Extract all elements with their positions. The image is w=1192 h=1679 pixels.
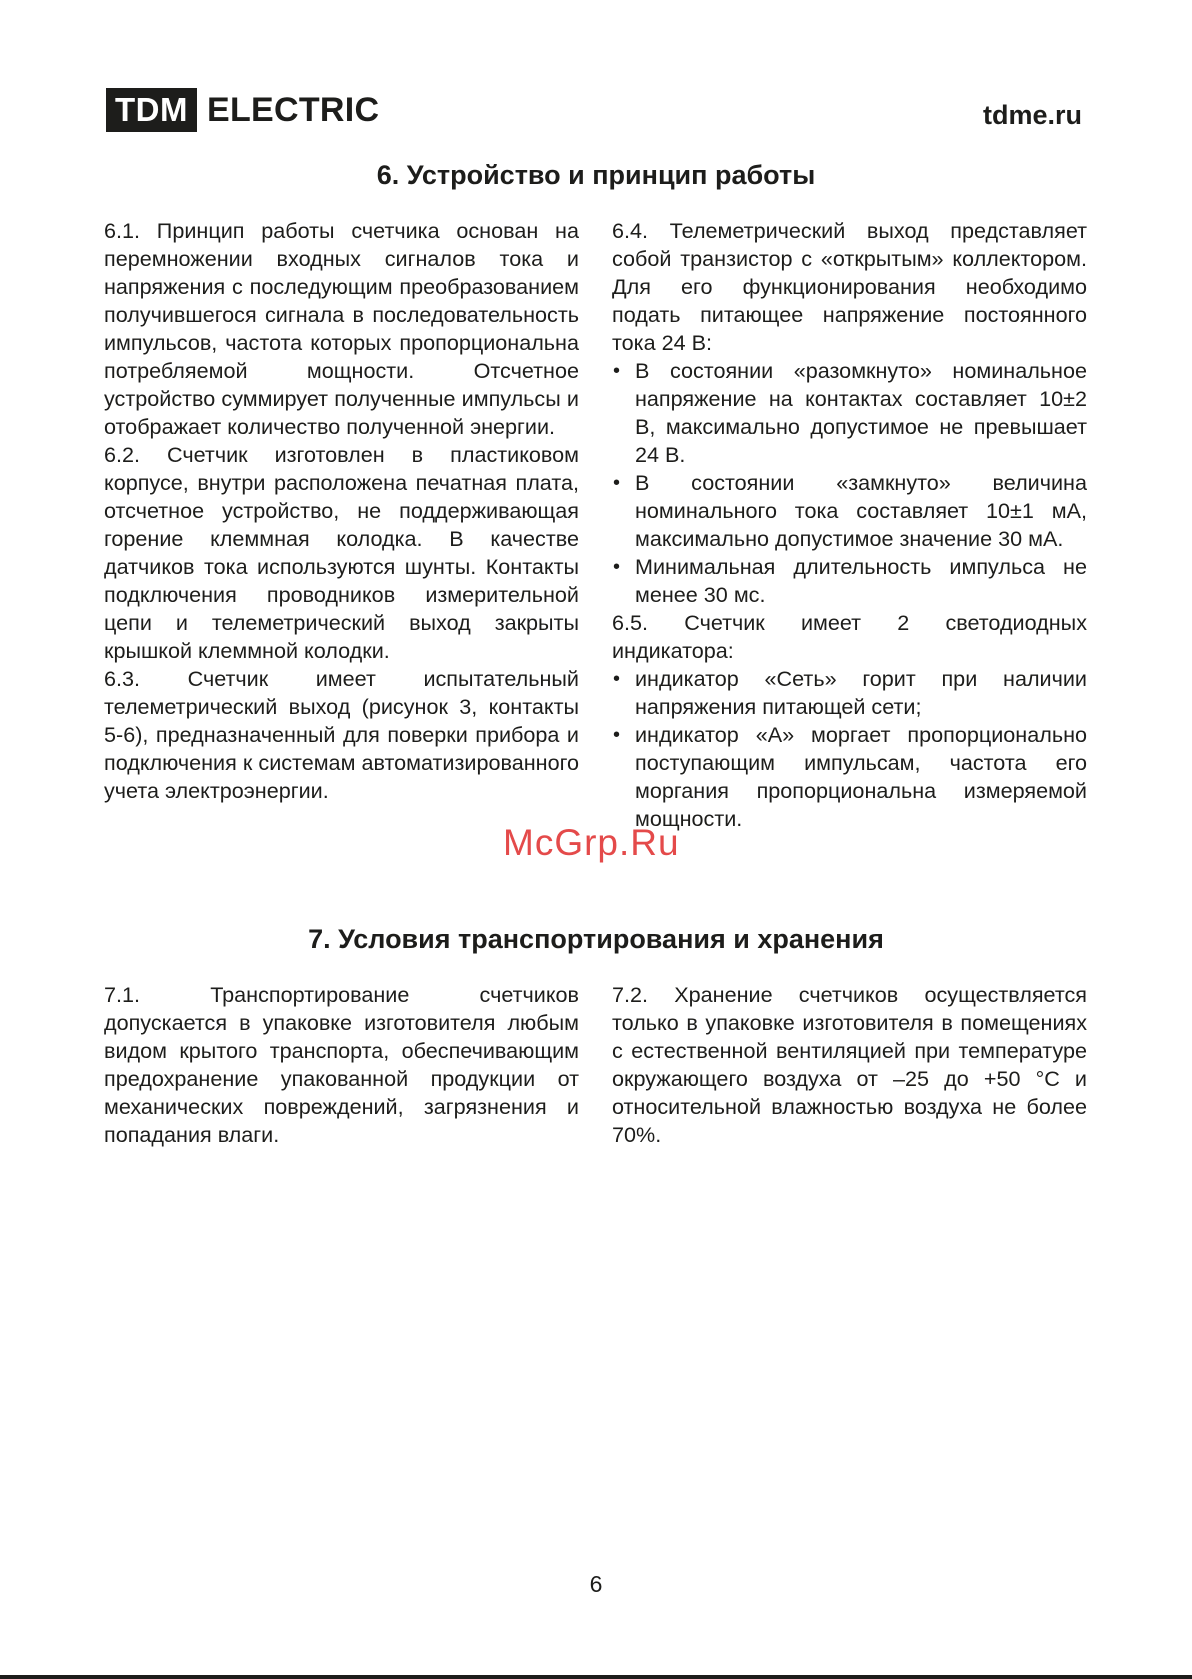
watermark-text: McGrp.Ru xyxy=(503,822,680,863)
list-item: • В состоянии «разомкнуто» номинальное напряжение на контактах составляет 10±2 В, максимально допустимое не превышает 24 В. xyxy=(612,357,1087,469)
paragraph-6-3: 6.3. Счетчик имеет испытательный телеметрический выход (рисунок 3, контакты 5-6), предназначенный для поверки прибора и подключения к системам автоматизированного учета электроэнергии. xyxy=(104,666,579,803)
section-7-right-column xyxy=(612,981,1087,1149)
bullet-list-6-4 xyxy=(612,357,1087,609)
section-6-left-column xyxy=(104,217,579,805)
paragraph-6-4: 6.4. Телеметрический выход представляет собой транзистор с «открытым» коллектором. Для его функционирования необходимо подать питающее напряжение постоянного тока 24 В: xyxy=(612,218,1087,355)
brand-logo xyxy=(106,88,379,132)
paragraph-6-5: 6.5. Счетчик имеет 2 светодиодных индикатора: xyxy=(612,610,1087,663)
section-7-title: 7. Условия транспортирования и хранения xyxy=(308,924,884,954)
list-item: • индикатор «А» моргает пропорционально поступающим импульсам, частота его моргания пропорциональна измеряемой мощности. xyxy=(612,721,1087,833)
site-url: tdme.ru xyxy=(982,100,1082,130)
section-6-right-column xyxy=(612,217,1087,833)
page-number: 6 xyxy=(589,1571,603,1597)
list-item: • индикатор «Сеть» горит при наличии напряжения питающей сети; xyxy=(612,665,1087,721)
bottom-divider xyxy=(0,1675,1192,1679)
list-item: • В состоянии «замкнуто» величина номинального тока составляет 10±1 мА, максимально допустимое значение 30 мА. xyxy=(612,469,1087,553)
list-item: • Минимальная длительность импульса не менее 30 мс. xyxy=(612,553,1087,609)
section-7-left-column xyxy=(104,981,579,1149)
paragraph-7-1: 7.1. Транспортирование счетчиков допускается в упаковке изготовителя любым видом крытого транспорта, обеспечивающим предохранение упакованной продукции от механических повреждений, загрязнения и попадания влаги. xyxy=(104,982,579,1147)
bullet-list-6-5 xyxy=(612,665,1087,833)
logo-tdm-box: TDM xyxy=(106,88,197,132)
paragraph-7-2: 7.2. Хранение счетчиков осуществляется только в упаковке изготовителя в помещениях с естественной вентиляцией при температуре окружающего воздуха от –25 до +50 °С и относительной влажностью воздуха не более 70%. xyxy=(612,982,1087,1147)
paragraph-6-1: 6.1. Принцип работы счетчика основан на перемножении входных сигналов тока и напряжения с последующим преобразованием получившегося сигнала в последовательность импульсов, частота которых пропорциональна потребляемой мощности. Отсчетное устройство суммирует полученные импульсы и отображает количество полученной энергии. xyxy=(104,218,579,439)
section-6-title: 6. Устройство и принцип работы xyxy=(376,160,816,190)
paragraph-6-2: 6.2. Счетчик изготовлен в пластиковом корпусе, внутри расположена печатная плата, отсчетное устройство, не поддерживающая горение клеммная колодка. В качестве датчиков тока используются шунты. Контакты подключения проводников измерительной цепи и телеметрический выход закрыты крышкой клеммной колодки. xyxy=(104,442,579,663)
logo-electric-word: ELECTRIC xyxy=(206,90,380,129)
